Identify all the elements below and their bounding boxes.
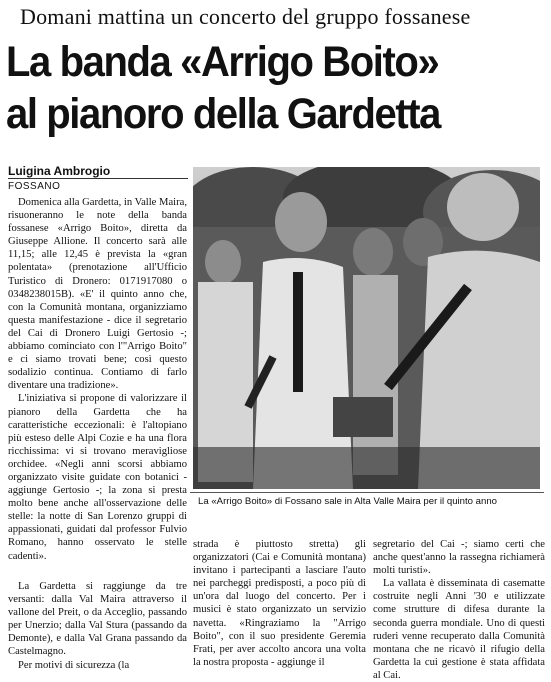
col3-paragraph-1: segretario del Cai -; siamo certi che anche quest'anno la rassegna richiamerà molti turisti».	[373, 539, 545, 577]
photo-caption: La «Arrigo Boito» di Fossano sale in Alta Valle Maira per il quinto anno	[198, 496, 498, 507]
col1b-paragraph-2: Per motivi di sicurezza (la	[18, 659, 130, 671]
col1-paragraph-2: L'iniziativa si propone di valorizzare il pianoro della Gardetta che ha caratteristiche eccezionali: è l'altopiano più esteso delle Alpi Cozie e ha una flora ricchissima: vi si trovano meravigliose orchidee. «Negli anni scorsi abbiamo organizzato visite guidate con botanici - aggiunge Gertosio -; la zona si presta molto bene anche all'osservazione delle stelle: la notte di San Lorenzo gruppi di appassionati, guidati dal professor Fulvio Romano, hanno osservato le stelle cadenti».	[8, 393, 187, 562]
article-headline	[6, 36, 513, 140]
byline-rule	[8, 178, 188, 179]
photo-caption-rule	[190, 492, 544, 493]
article-column-3	[373, 538, 545, 682]
article-column-1	[8, 196, 187, 563]
article-column-1-continued	[8, 580, 187, 672]
byline: Luigina Ambrogio	[8, 164, 111, 178]
col1b-paragraph-1: La Gardetta si raggiunge da tre versanti: dalla Val Maira attraverso il vallone del Preit, o da Acceglio, passando per Unerzio; dalla Val Stura (passando da Demonte), e dalla Val Grana passando da Castelmagno.	[8, 581, 187, 658]
col2-paragraph-1: strada è piuttosto stretta) gli organizzatori (Cai e Comunità montana) invitano i partecipanti a lasciare l'auto nei parcheggi predisposti, a poco più di un'ora dal luogo del concerto. Per i musici è stato organizzato un servizio navetta. «Ringraziamo la "Arrigo Boito", con il suo presidente Geremia Frati, per aver accolto ancora una volta la nostra proposta - aggiunge il	[193, 539, 366, 668]
dateline: FOSSANO	[8, 181, 61, 192]
headline-line-2: al pianoro della Gardetta	[6, 90, 441, 138]
band-photo	[193, 167, 540, 489]
col1-paragraph-1: Domenica alla Gardetta, in Valle Maira, risuoneranno le note della banda fossanese «Arrigo Boito», diretta da Giuseppe Allione. Il concerto sarà alle 11,15; alle 12,45 è prevista la «gran polentata» (prenotazione all'Ufficio Turistico di Dronero: 0171917080 o 0348238015B). «E' il quinto anno che, con la Comunità montana, organizziamo questa manifestazione - dice il segretario del Cai di Dronero Luigi Gertosio -; abbiamo cominciato con l'"Arrigo Boito" e ci siamo trovati bene; così questo sodalizio continua. Contiamo di farlo diventare una tradizione».	[8, 197, 187, 392]
article-column-2	[193, 538, 366, 669]
article-kicker: Domani mattina un concerto del gruppo fossanese	[20, 4, 471, 29]
col3-paragraph-2: La vallata è disseminata di casematte costruite negli Anni '30 e utilizzate come strutture di difesa durante la seconda guerra mondiale. Uno di questi ruderi venne recuperato dalla Comunità montana che ne ricavò il rifugio della Gardetta la cui gestione è stata affidata al Cai.	[373, 578, 545, 681]
headline-line-1: La banda «Arrigo Boito»	[6, 38, 439, 86]
